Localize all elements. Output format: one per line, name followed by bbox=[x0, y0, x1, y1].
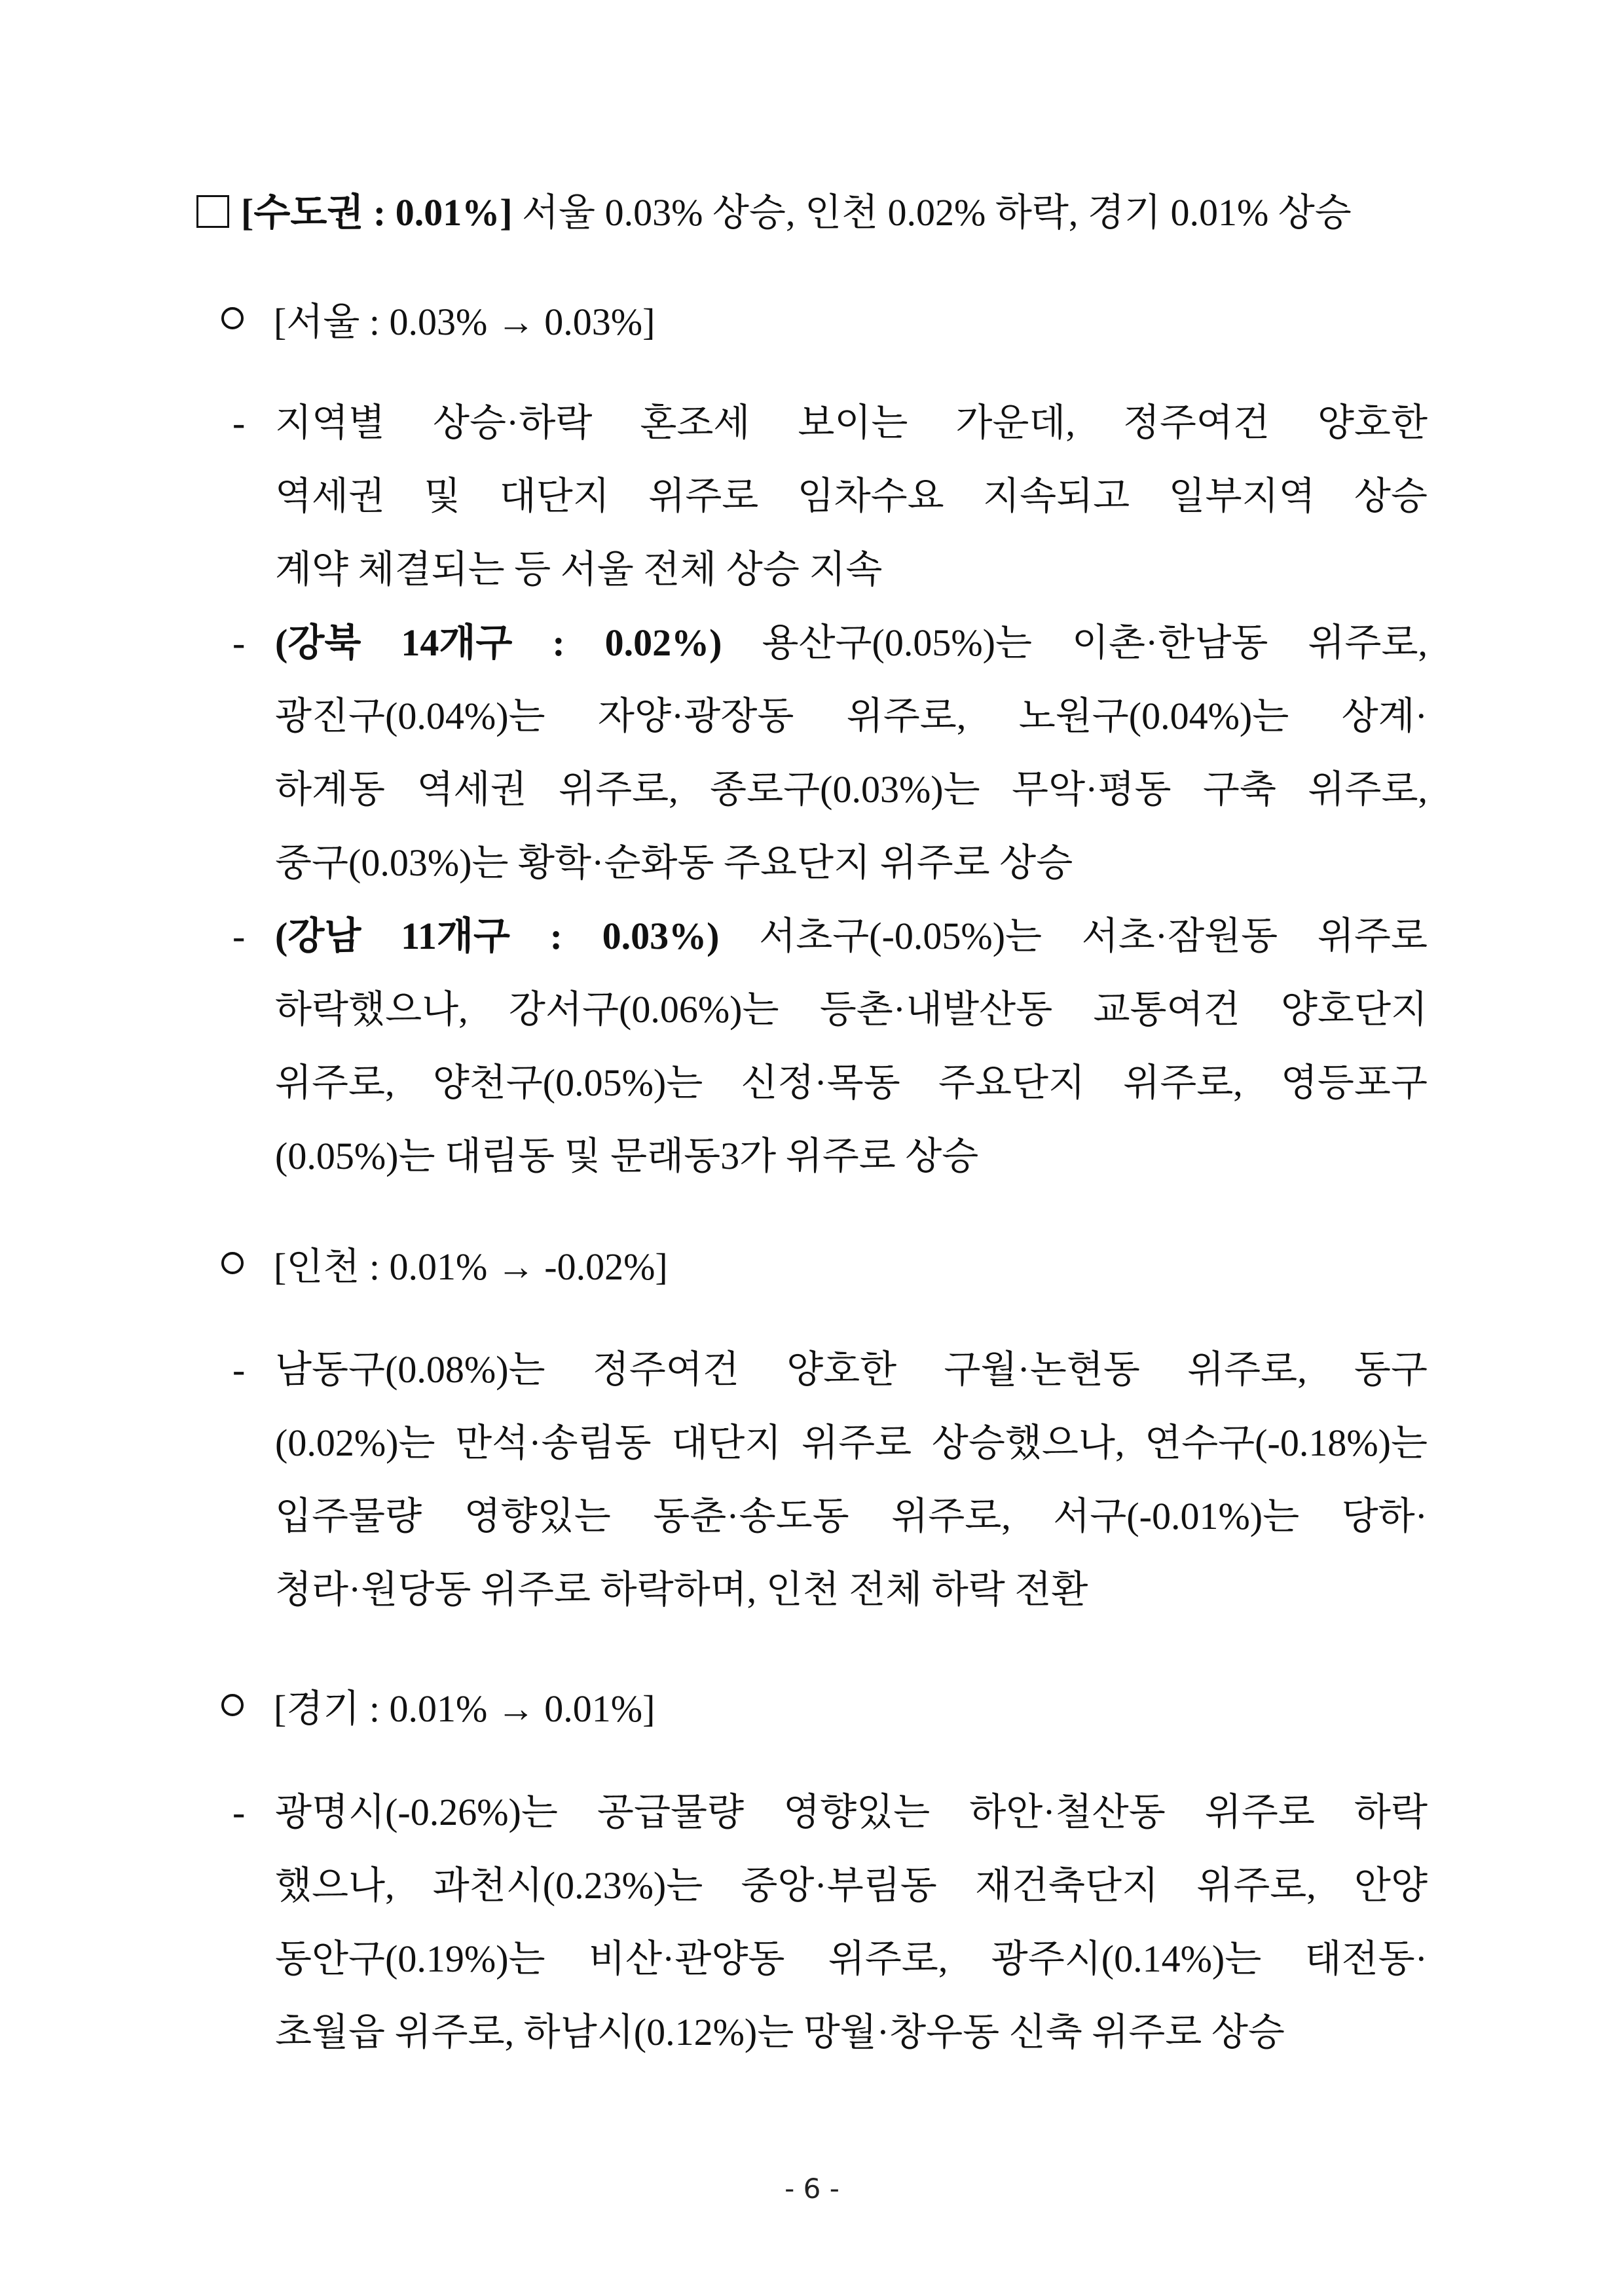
section-heading bbox=[196, 187, 1441, 239]
subsection-title-incheon bbox=[221, 1241, 668, 1293]
dash-bullet: - bbox=[232, 621, 246, 664]
list-item bbox=[232, 900, 1428, 1193]
heading-bold-label: [수도권 : 0.01%] bbox=[241, 191, 513, 234]
subsection-title-seoul bbox=[221, 296, 655, 348]
text-segment: 서초구(-0.05%)는 서초·잠원동 위주로 bbox=[719, 915, 1428, 957]
dash-bullet: - bbox=[232, 1791, 246, 1833]
dash-bullet: - bbox=[232, 915, 246, 957]
list-item bbox=[232, 386, 1428, 606]
subsection-title-text: [인천 : 0.01% → -0.02%] bbox=[274, 1245, 668, 1288]
text-line: 했으나, 과천시(0.23%)는 중앙·부림동 재건축단지 위주로, 안양 bbox=[275, 1864, 1428, 1907]
text-line: 광진구(0.04%)는 자양·광장동 위주로, 노원구(0.04%)는 상계· bbox=[275, 695, 1428, 737]
circle-bullet-icon bbox=[221, 1694, 244, 1716]
list-item bbox=[232, 1333, 1428, 1626]
page-number: - 6 - bbox=[784, 2173, 840, 2205]
text-line: 입주물량 영향있는 동춘·송도동 위주로, 서구(-0.01%)는 당하· bbox=[275, 1495, 1428, 1537]
item-bold-label: (강남 11개구 : 0.03%) bbox=[275, 915, 720, 957]
text-line: 중구(0.03%)는 황학·순화동 주요단지 위주로 상승 bbox=[275, 841, 1073, 884]
text-line: (0.05%)는 대림동 및 문래동3가 위주로 상승 bbox=[275, 1135, 979, 1177]
text-line bbox=[275, 900, 1428, 973]
subsection-title-text: [경기 : 0.01% → 0.01%] bbox=[274, 1687, 655, 1730]
dash-bullet: - bbox=[232, 1348, 246, 1391]
text-line: 역세권 및 대단지 위주로 임차수요 지속되고 일부지역 상승 bbox=[275, 475, 1428, 517]
text-line: 하락했으나, 강서구(0.06%)는 등촌·내발산동 교통여건 양호단지 bbox=[275, 988, 1428, 1031]
text-line: 남동구(0.08%)는 정주여건 양호한 구월·논현동 위주로, 동구 bbox=[275, 1348, 1428, 1391]
subsection-title-text: [서울 : 0.03% → 0.03%] bbox=[274, 301, 655, 343]
text-line: 초월읍 위주로, 하남시(0.12%)는 망월·창우동 신축 위주로 상승 bbox=[275, 2011, 1285, 2053]
subsection-title-gyeonggi bbox=[221, 1683, 655, 1735]
text-line bbox=[275, 606, 1428, 680]
circle-bullet-icon bbox=[221, 1252, 244, 1274]
text-line: 광명시(-0.26%)는 공급물량 영향있는 하안·철산동 위주로 하락 bbox=[275, 1791, 1428, 1833]
dash-bullet: - bbox=[232, 401, 246, 444]
item-bold-label: (강북 14개구 : 0.02%) bbox=[275, 621, 722, 664]
text-line: 동안구(0.19%)는 비산·관양동 위주로, 광주시(0.14%)는 태전동· bbox=[275, 1937, 1428, 1980]
text-line: 청라·원당동 위주로 하락하며, 인천 전체 하락 전환 bbox=[275, 1568, 1088, 1611]
square-box-icon bbox=[196, 195, 229, 228]
text-segment: 용산구(0.05%)는 이촌·한남동 위주로, bbox=[722, 621, 1428, 664]
text-line: 하계동 역세권 위주로, 종로구(0.03%)는 무악·평동 구축 위주로, bbox=[275, 768, 1428, 811]
text-line: (0.02%)는 만석·송림동 대단지 위주로 상승했으나, 연수구(-0.18%)는 bbox=[275, 1422, 1428, 1464]
circle-bullet-icon bbox=[221, 307, 244, 329]
text-line: 지역별 상승·하락 혼조세 보이는 가운데, 정주여건 양호한 bbox=[275, 401, 1428, 444]
list-item bbox=[232, 1776, 1428, 2069]
text-line: 계약 체결되는 등 서울 전체 상승 지속 bbox=[275, 548, 883, 591]
text-line: 위주로, 양천구(0.05%)는 신정·목동 주요단지 위주로, 영등포구 bbox=[275, 1061, 1428, 1104]
heading-summary-text: 서울 0.03% 상승, 인천 0.02% 하락, 경기 0.01% 상승 bbox=[512, 191, 1352, 234]
list-item bbox=[232, 606, 1428, 900]
